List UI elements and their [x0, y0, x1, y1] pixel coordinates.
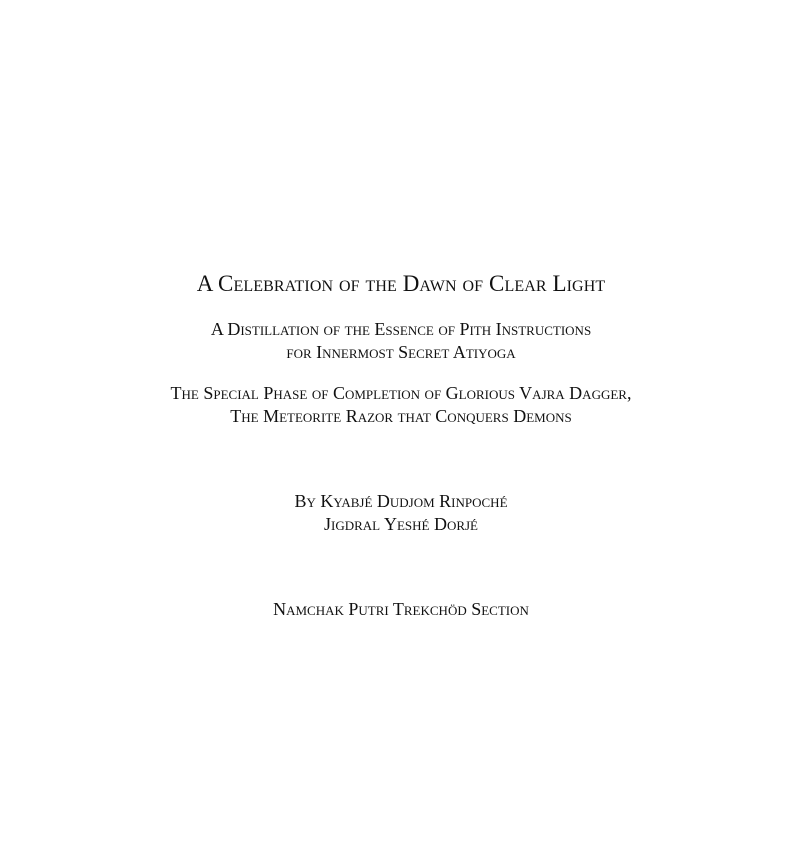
document-title: A Celebration of the Dawn of Clear Light — [196, 271, 606, 296]
author-line-2: Jigdral Yeshé Dorjé — [324, 514, 478, 534]
phase-line-2: The Meteorite Razor that Conquers Demons — [230, 406, 572, 426]
subtitle-line-1: A Distillation of the Essence of Pith Instructions — [210, 319, 592, 339]
subtitle-line-2: for Innermost Secret Atiyoga — [286, 342, 516, 362]
section-heading: Namchak Putri Trekchöd Section — [273, 599, 529, 619]
phase-line-1: The Special Phase of Completion of Glorious Vajra Dagger, — [170, 383, 632, 403]
author-line-1: By Kyabjé Dudjom Rinpoché — [294, 491, 508, 511]
